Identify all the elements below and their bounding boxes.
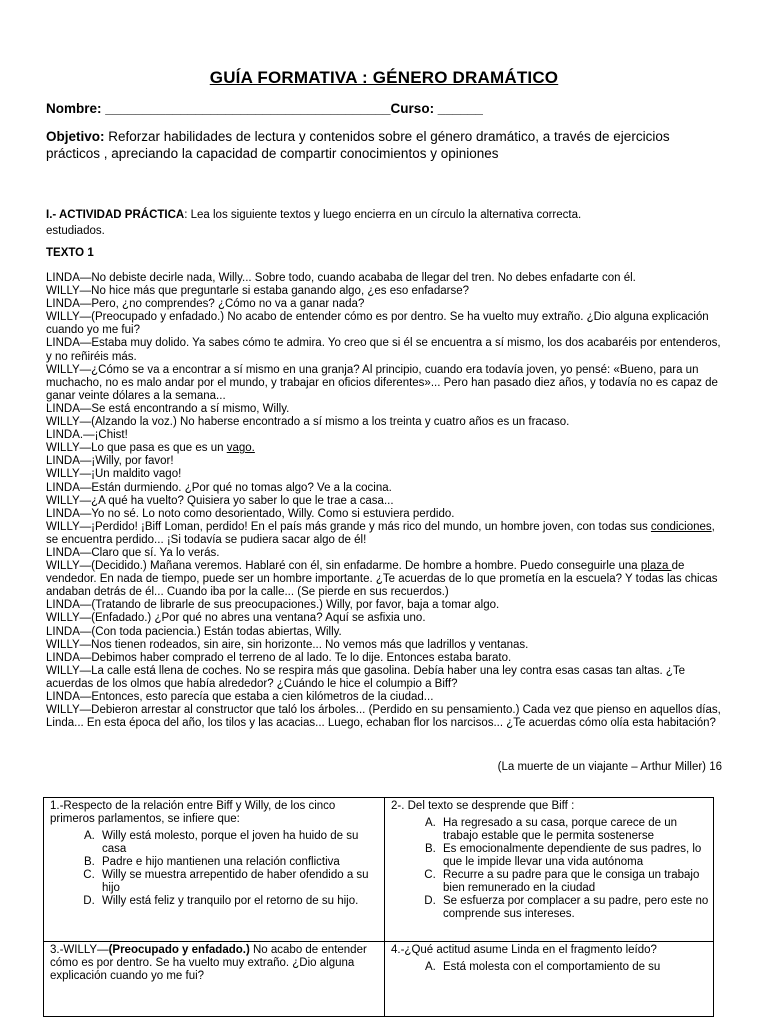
activity-text: : Lea los siguiente textos y luego encierra en un círculo la alternativa correcta. [184,209,582,221]
dialogue-line: LINDA.—¡Chist! [46,429,128,442]
dialogue-line: WILLY—¿Cómo se va a encontrar a sí mismo en una granja? Al principio, cuando era todavía joven, yo pensé: «Bueno, para un muchacho, no es malo andar por el mundo, y trabajar en oficios diferentes»... Pero han pasado diez años, y todavía no es capaz de ganar veinte dólares a la semana... [46,363,718,402]
question-1 [44,798,385,942]
dialogue-line [46,560,728,599]
answer-option-a[interactable]: A. Está molesta con el comportamiento de su [439,961,709,974]
answer-options [391,961,709,974]
dialogue-line: WILLY—(Preocupado y enfadado.) No acabo de entender cómo es por dentro. Se ha vuelto muy extraño. ¿Dio alguna explicación cuando yo me fui? [46,311,709,337]
name-course-line: Nombre: ______________________________________Curso: ______ [46,101,483,116]
objective-paragraph [46,128,706,162]
dialogue-line [46,521,728,547]
answer-option-a[interactable]: A. Willy está molesto, porque el joven ha huido de su casa [98,830,380,856]
text-heading: TEXTO 1 [46,247,94,259]
dialogue-line: LINDA—Yo no sé. Lo noto como desorientado, Willy. Como si estuviera perdido. [46,507,455,520]
question-stem: 1.-Respecto de la relación entre Biff y Willy, de los cinco primeros parlamentos, se infiere que: [50,800,336,825]
answer-option-b[interactable]: B. Es emocionalmente dependiente de sus padres, lo que le impide llevar una vida autónoma [439,843,709,869]
dialogue-line: LINDA—Claro que sí. Ya lo verás. [46,546,220,559]
underlined-word: vago. [226,442,255,455]
stem-segment: No acabo de entender cómo es por dentro. Se ha vuelto muy extraño. ¿Dio alguna explicación cuando yo me fui? [50,944,367,982]
question-stem [50,944,380,983]
dialogue-segment: WILLY—Lo que pasa es que es un [46,442,227,455]
source-citation: (La muerte de un viajante – Arthur Miller) 16 [497,761,722,773]
dialogue-line: LINDA—No debiste decirle nada, Willy... Sobre todo, cuando acababa de llegar del tren. No debes enfadarte con él. [46,272,636,284]
dialogue-line [46,442,728,455]
dialogue-line: LINDA—Pero, ¿no comprendes? ¿Cómo no va a ganar nada? [46,298,365,311]
dialogue-line: LINDA—¡Willy, por favor! [46,455,174,468]
dialogue-line: LINDA—(Con toda paciencia.) Están todas abiertas, Willy. [46,625,342,638]
dialogue-line: WILLY—La calle está llena de coches. No se respira más que gasolina. Debía haber una ley contra esas casas tan altas. ¿Te acuerdas de los olmos que había alrededor? ¿Cuándo le hice el columpio a Biff? [46,664,686,690]
dialogue-line: LINDA—Estaba muy dolido. Ya sabes cómo te admira. Yo creo que si él se encuentra a sí mismo, los dos acabaréis por entenderos, y no reñiréis más. [46,337,721,363]
question-3 [44,942,385,1017]
activity-instructions [46,207,726,239]
stem-segment: 3.-WILLY— [50,944,109,956]
dialogue-line: WILLY—¡Un maldito vago! [46,468,182,481]
activity-label: I.- ACTIVIDAD PRÁCTICA [46,209,185,221]
dialogue-line: LINDA—Entonces, esto parecía que estaba a cien kilómetros de la ciudad... [46,691,434,703]
dialogue-line: WILLY—Debieron arrestar al constructor que taló los árboles... (Perdido en su pensamiento.) Cada vez que pienso en aquellos días, Linda... En esta época del año, los tilos y las acacias... Luego, echaban flor los narcisos... ¿Te acuerdas cómo olía esta habitación? [46,704,721,730]
dialogue-line: WILLY—¿A qué ha vuelto? Quisiera yo saber lo que le trae a casa... [46,494,394,507]
answer-option-d[interactable]: D. Se esfuerza por complacer a su padre, pero este no comprende sus intereses. [439,895,709,921]
dialogue-segment: WILLY—¡Perdido! ¡Biff Loman, perdido! En el país más grande y más rico del mundo, un hombre joven, con todas sus [46,520,651,533]
questions-row [44,798,714,942]
dialogue-line: LINDA—(Tratando de librarle de sus preocupaciones.) Willy, por favor, baja a tomar algo. [46,599,500,612]
answer-option-c[interactable]: C. Recurre a su padre para que le consiga un trabajo bien remunerado en la ciudad [439,869,709,895]
answer-option-c[interactable]: C. Willy se muestra arrepentido de haber ofendido a su hijo [98,869,380,895]
answer-option-d[interactable]: D. Willy está feliz y tranquilo por el retorno de su hijo. [98,895,380,908]
dialogue-line: WILLY—(Enfadado.) ¿Por qué no abres una ventana? Aquí se asfixia uno. [46,612,426,625]
page-title: GUÍA FORMATIVA : GÉNERO DRAMÁTICO [209,68,559,87]
answer-options [391,817,709,921]
dialogue-line: WILLY—(Alzando la voz.) No haberse encontrado a sí mismo a los treinta y cuatro años es un fracaso. [46,416,570,429]
dialogue-line: WILLY—No hice más que preguntarle si estaba ganando algo, ¿es eso enfadarse? [46,285,469,298]
questions-row [44,942,714,1017]
dialogue-line: LINDA—Debimos haber comprado el terreno de al lado. Te lo dije. Entonces estaba barato. [46,651,512,664]
activity-text-2: estudiados. [46,225,105,237]
answer-options [50,830,380,908]
objective-label: Objetivo: [46,129,105,144]
dialogue-segment: de vendedor. En nada de tiempo, puede ser un hombre importante. ¿Te acuerdas de lo que prometía en la escuela? Y todas las chicas andaban detrás de él... Cuando iba por la calle... (Se pierde en sus recuerdos.) [46,560,718,599]
objective-text: Reforzar habilidades de lectura y contenidos sobre el género dramático, a través de ejercicios prácticos , apreciando la capacidad de compartir conocimientos y opiniones [46,129,670,161]
answer-option-a[interactable]: A. Ha regresado a su casa, porque carece de un trabajo estable que le permita sostenerse [439,817,709,843]
dialogue-line: LINDA—Están durmiendo. ¿Por qué no tomas algo? Ve a la cocina. [46,481,392,494]
question-stem: 2-. Del texto se desprende que Biff : [391,800,575,812]
underlined-word: condiciones [650,520,712,533]
question-stem: 4.-¿Qué actitud asume Linda en el fragmento leído? [391,944,657,956]
question-2 [385,798,714,942]
answer-option-b[interactable]: B. Padre e hijo mantienen una relación conflictiva [98,856,380,869]
dialogue-text [46,272,728,730]
underlined-word: plaza [640,560,672,573]
dialogue-segment: WILLY—(Decidido.) Mañana veremos. Hablaré con él, sin enfadarme. De hombre a hombre. Puedo conseguirle una [46,560,641,573]
dialogue-segment: , se encuentra perdido... ¡Si todavía se pudiera sacar algo de él! [46,520,715,546]
stem-bold: (Preocupado y enfadado.) [108,944,250,956]
dialogue-line: WILLY—Nos tienen rodeados, sin aire, sin horizonte... No vemos más que ladrillos y ventanas. [46,638,529,651]
dialogue-line: LINDA—Se está encontrando a sí mismo, Willy. [46,402,290,415]
question-4 [385,942,714,1017]
questions-table [43,797,714,1017]
